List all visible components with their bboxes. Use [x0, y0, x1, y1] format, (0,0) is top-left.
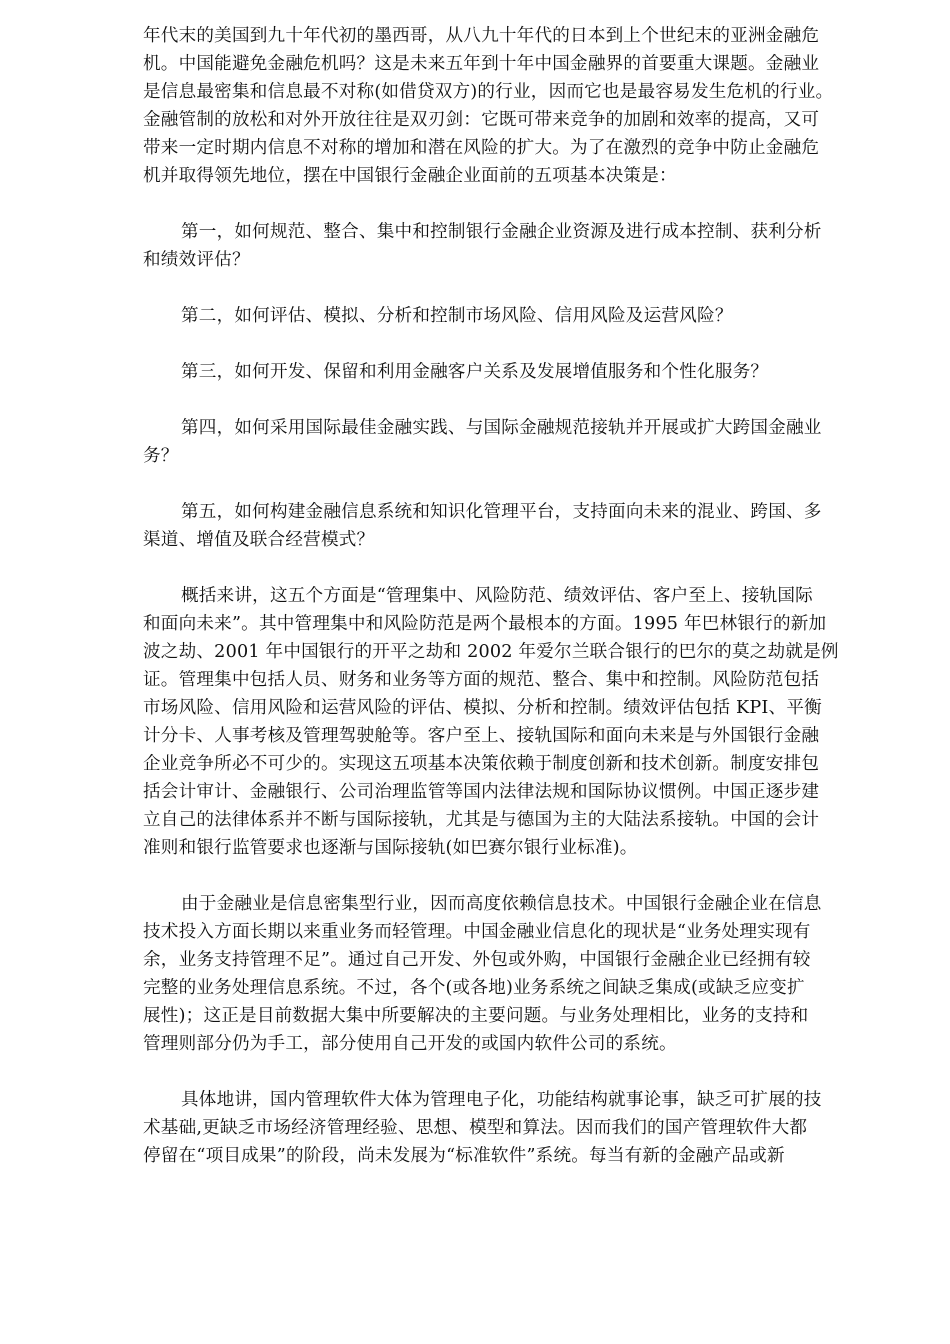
text-line: 第二，如何评估、模拟、分析和控制市场风险、信用风险及运营风险？ — [181, 306, 733, 326]
text-line: 技术投入方面长期以来重业务而轻管理。中国金融业信息化的现状是“业务处理实现有 — [143, 922, 811, 942]
text-line: 和绩效评估？ — [143, 250, 250, 270]
text-line: 金融管制的放松和对外开放往往是双刃剑：它既可带来竞争的加剧和效率的提高，又可 — [143, 110, 820, 130]
text-line: 第一，如何规范、整合、集中和控制银行金融企业资源及进行成本控制、获利分析 — [181, 222, 822, 242]
text-line: 准则和银行监管要求也逐渐与国际接轨(如巴赛尔银行业标准)。 — [143, 838, 638, 858]
text-line: 企业竞争所必不可少的。实现这五项基本决策依赖于制度创新和技术创新。制度安排包 — [143, 754, 820, 774]
text-line: 证。管理集中包括人员、财务和业务等方面的规范、整合、集中和控制。风险防范包括 — [143, 670, 820, 690]
paragraph — [143, 22, 883, 190]
text-line: 第四，如何采用国际最佳金融实践、与国际金融规范接轨并开展或扩大跨国金融业 — [181, 418, 822, 438]
text-line: 停留在“项目成果”的阶段，尚未发展为“标准软件”系统。每当有新的金融产品或新 — [143, 1146, 785, 1166]
text-line: 由于金融业是信息密集型行业，因而高度依赖信息技术。中国银行金融企业在信息 — [181, 894, 822, 914]
text-line: 展性)；这正是目前数据大集中所要解决的主要问题。与业务处理相比，业务的支持和 — [143, 1006, 809, 1026]
text-line: 市场风险、信用风险和运营风险的评估、模拟、分析和控制。绩效评估包括 KPI、平衡 — [143, 698, 822, 718]
paragraph-gap — [143, 554, 883, 582]
paragraph — [143, 414, 883, 470]
text-line: 概括来讲，这五个方面是“管理集中、风险防范、绩效评估、客户至上、接轨国际 — [181, 586, 813, 606]
text-line: 务？ — [143, 446, 179, 466]
text-line: 和面向未来”。其中管理集中和风险防范是两个最根本的方面。1995 年巴林银行的新加 — [143, 614, 827, 634]
text-line: 计分卡、人事考核及管理驾驶舱等。客户至上、接轨国际和面向未来是与外国银行金融 — [143, 726, 820, 746]
document-body — [143, 22, 883, 1170]
paragraph-gap — [143, 470, 883, 498]
text-line: 年代末的美国到九十年代初的墨西哥，从八九十年代的日本到上个世纪末的亚洲金融危 — [143, 26, 820, 46]
text-line: 管理则部分仍为手工，部分使用自己开发的或国内软件公司的系统。 — [143, 1034, 677, 1054]
text-line: 机。中国能避免金融危机吗？这是未来五年到十年中国金融界的首要重大课题。金融业 — [143, 54, 820, 74]
paragraph-gap — [143, 862, 883, 890]
text-line: 第五，如何构建金融信息系统和知识化管理平台，支持面向未来的混业、跨国、多 — [181, 502, 822, 522]
text-line: 完整的业务处理信息系统。不过，各个(或各地)业务系统之间缺乏集成(或缺乏应变扩 — [143, 978, 805, 998]
paragraph — [143, 890, 883, 1058]
text-line: 余，业务支持管理不足”。通过自己开发、外包或外购，中国银行金融企业已经拥有较 — [143, 950, 811, 970]
paragraph-gap — [143, 274, 883, 302]
text-line: 括会计审计、金融银行、公司治理监管等国内法律法规和国际协议惯例。中国正逐步建 — [143, 782, 820, 802]
paragraph — [143, 498, 883, 554]
paragraph-gap — [143, 1058, 883, 1086]
paragraph — [143, 1086, 883, 1170]
paragraph-gap — [143, 386, 883, 414]
text-line: 带来一定时期内信息不对称的增加和潜在风险的扩大。为了在激烈的竞争中防止金融危 — [143, 138, 820, 158]
text-line: 是信息最密集和信息最不对称(如借贷双方)的行业，因而它也是最容易发生危机的行业。 — [143, 82, 834, 102]
paragraph — [143, 302, 883, 330]
text-line: 术基础,更缺乏市场经济管理经验、思想、模型和算法。因而我们的国产管理软件大都 — [143, 1118, 808, 1138]
paragraph — [143, 582, 883, 862]
text-line: 渠道、增值及联合经营模式？ — [143, 530, 375, 550]
text-line: 具体地讲，国内管理软件大体为管理电子化，功能结构就事论事，缺乏可扩展的技 — [181, 1090, 822, 1110]
paragraph-gap — [143, 330, 883, 358]
text-line: 波之劫、2001 年中国银行的开平之劫和 2002 年爱尔兰联合银行的巴尔的莫之劫就是例 — [143, 642, 839, 662]
text-line: 机并取得领先地位，摆在中国银行金融企业面前的五项基本决策是： — [143, 166, 677, 186]
text-line: 立自己的法律体系并不断与国际接轨，尤其是与德国为主的大陆法系接轨。中国的会计 — [143, 810, 820, 830]
text-line: 第三，如何开发、保留和利用金融客户关系及发展增值服务和个性化服务？ — [181, 362, 769, 382]
paragraph — [143, 358, 883, 386]
paragraph-gap — [143, 190, 883, 218]
paragraph — [143, 218, 883, 274]
